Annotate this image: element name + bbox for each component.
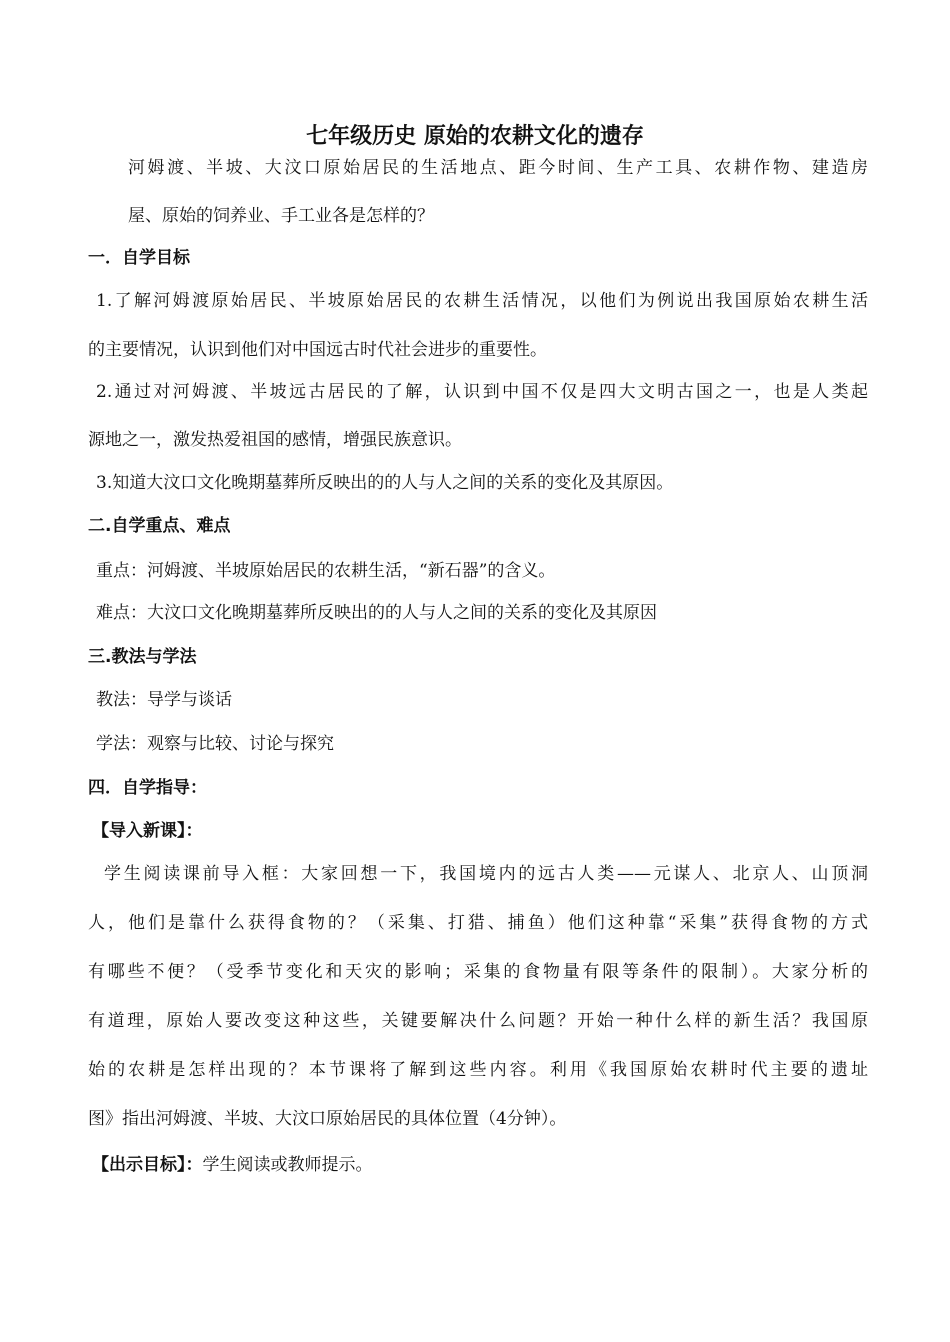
difficulty-text: 难点：大汶口文化晚期墓葬所反映出的的人与人之间的关系的变化及其原因 (96, 603, 657, 623)
goal-item-1-line-2: 的主要情况，认识到他们对中国远古时代社会进步的重要性。 (88, 340, 547, 360)
teaching-method-text: 教法：导学与谈话 (96, 690, 232, 710)
intro-line-1: 河姆渡、半坡、大汶口原始居民的生活地点、距今时间、生产工具、农耕作物、建造房 (128, 158, 868, 178)
show-goals-text: 学生阅读或教师提示。 (202, 1155, 373, 1175)
key-point-text: 重点：河姆渡、半坡原始居民的农耕生活，“新石器”的含义。 (96, 561, 556, 581)
section-heading-guidance: 四．自学指导： (88, 778, 207, 798)
goal-item-1-line-1: 1.了解河姆渡原始居民、半坡原始居民的农耕生活情况，以他们为例说出我国原始农耕生活 (96, 291, 868, 311)
guidance-paragraph-line-2: 人，他们是靠什么获得食物的？（采集、打猎、捕鱼）他们这种靠“采集”获得食物的方式 (88, 913, 868, 933)
guidance-paragraph-line-4: 有道理，原始人要改变这种这些，关键要解决什么问题？开始一种什么样的新生活？我国原 (88, 1011, 868, 1031)
goal-item-3: 3.知道大汶口文化晚期墓葬所反映出的的人与人之间的关系的变化及其原因。 (96, 473, 674, 493)
section-heading-methods: 三.教法与学法 (88, 647, 197, 667)
show-goals-line (92, 1153, 872, 1177)
intro-line-2: 屋、原始的饲养业、手工业各是怎样的？ (128, 206, 434, 226)
goal-item-2-line-2: 源地之一，激发热爱祖国的感情，增强民族意识。 (88, 430, 462, 450)
guidance-paragraph-line-6: 图》指出河姆渡、半坡、大汶口原始居民的具体位置（4分钟）。 (88, 1109, 567, 1129)
document-title: 七年级历史 原始的农耕文化的遗存 (306, 124, 644, 149)
guidance-paragraph-line-1: 学生阅读课前导入框：大家回想一下，我国境内的远古人类——元谋人、北京人、山顶洞 (104, 864, 868, 884)
guidance-paragraph-line-3: 有哪些不便？（受季节变化和天灾的影响；采集的食物量有限等条件的限制）。大家分析的 (88, 962, 868, 982)
guidance-paragraph-line-5: 始的农耕是怎样出现的？本节课将了解到这些内容。利用《我国原始农耕时代主要的遗址 (88, 1060, 868, 1080)
intro-lesson-label: 【导入新课】： (92, 821, 203, 841)
goal-item-2-line-1: 2.通过对河姆渡、半坡远古居民的了解，认识到中国不仅是四大文明古国之一，也是人类起 (96, 382, 868, 402)
learning-method-text: 学法：观察与比较、讨论与探究 (96, 734, 334, 754)
show-goals-label: 【出示目标】： (92, 1155, 203, 1175)
section-heading-key-points: 二.自学重点、难点 (88, 516, 231, 536)
section-heading-goals: 一．自学目标 (88, 248, 190, 268)
